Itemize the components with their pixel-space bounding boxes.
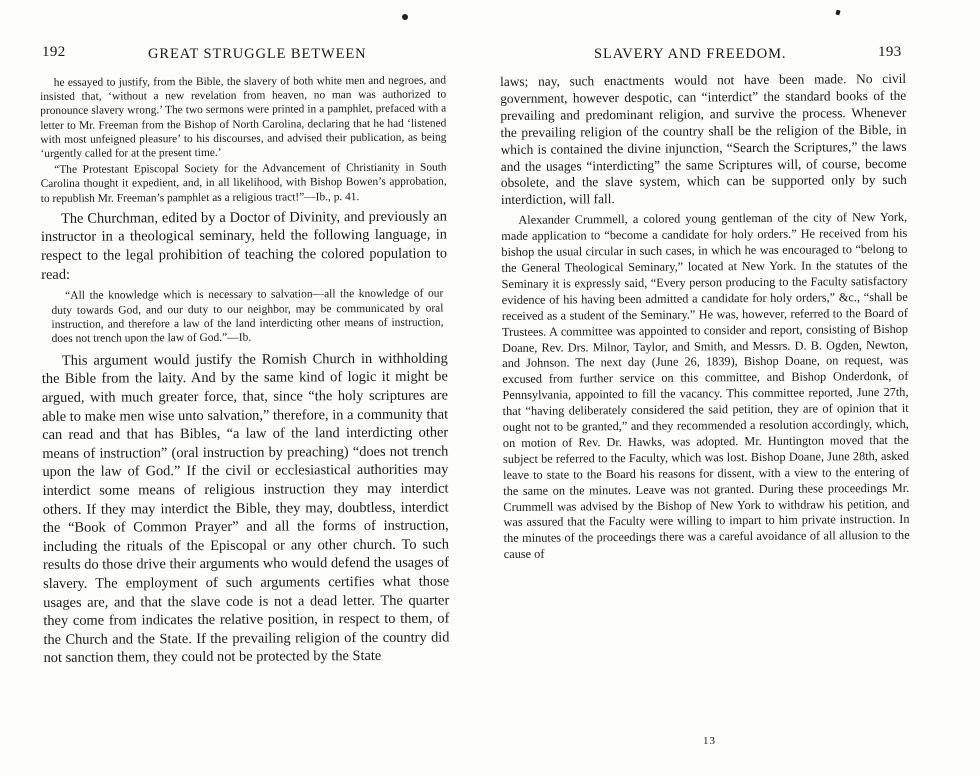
paragraph: The Churchman, edited by a Doctor of Divinity, and previously an instructor in a theological seminary, held the following language, in respect to the legal prohibition of teaching the colored population to read: xyxy=(40,208,448,283)
scan-speck-icon xyxy=(402,14,408,20)
running-title-left: GREAT STRUGGLE BETWEEN xyxy=(148,46,367,62)
running-head xyxy=(0,44,980,62)
paragraph: he essayed to justify, from the Bible, the slavery of both white men and negroes, and insisted that, ‘without a new revelation from heaven, no man was authorized to pronounce slavery wrong.’ The two sermons were printed in a pamphlet, prefaced with a letter to Mr. Freeman from the Bishop of North Carolina, declaring that he had ‘listened with most unfeigned pleasure’ to his discourses, and advised their publication, as being ‘urgently called for at the present time.’ xyxy=(40,74,447,161)
paragraph: “The Protestant Episcopal Society for the Advancement of Christianity in South Carolina thought it expedient, and, in all likelihood, with Bishop Bowen’s approbation, to republish Mr. Freeman’s pamphlet as a religious tract!”—Ib., p. 41. xyxy=(40,161,447,205)
text-column-left xyxy=(40,72,450,668)
paragraph: Alexander Crummell, a colored young gentleman of the city of New York, made application to “become a candidate for holy orders.” He received from his bishop the usual circular in such cases, in which he was encouraged to “belong to the General Theological Seminary,” located at New York. In the statutes of the Seminary it is expressly said, “Every person producing to the Faculty satisfactory evidence of his having been admitted a candidate for holy orders,” &c., “shall be received as a student of the Seminary.” He was, however, referred to the Board of Trustees. A committee was appointed to consider and report, consisting of Bishop Doane, Rev. Drs. Milnor, Taylor, and Smith, and Messrs. D. B. Ogden, Newton, and Johnson. The next day (June 26, 1839), Bishop Doane, on request, was excused from further service on this committee, and Bishop Onderdonk, of Pennsylvania, appointed to fill the vacancy. This committee reported, June 27th, that “having deliberately considered the said petition, they are of opinion that it ought not to be granted,” and they recommended a resolution accordingly, which, on motion of Rev. Dr. Hawks, was adopted. Mr. Huntington moved that the subject be referred to the Faculty, which was lost. Bishop Doane, June 28th, asked leave to state to the Board his reasons for dissent, with a view to the entering of the same on the minutes. Leave was not granted. During these proceedings Mr. Crummell was advised by the Bishop of New York to withdraw his petition, and was assured that the Faculty were willing to impart to him private instruction. In the minutes of the proceedings there was a careful avoidance of all allusion to the cause of xyxy=(501,210,910,562)
signature-mark: 13 xyxy=(703,735,716,747)
running-title-right: SLAVERY AND FREEDOM. xyxy=(594,46,787,62)
page-number-right: 193 xyxy=(878,44,902,60)
scan-speck-icon xyxy=(835,10,840,16)
page-number-left: 192 xyxy=(42,44,66,60)
block-quote: “All the knowledge which is necessary to salvation—all the knowledge of our duty towards God, and our duty to our neighbor, may be communicated by oral instruction, and therefore a law of the land interdicting other means of instruction, does not trench upon the law of God.”—Ib. xyxy=(51,287,444,346)
paragraph: laws; nay, such enactments would not have been made. No civil government, however despotic, can “interdict” the standard books of the prevailing and predominant religion, and survive the process. Whenever the prevailing religion of the country shall be the religion of the Bible, in which is contained the divine injunction, “Search the Scriptures,” the laws and the usages “interdicting” the same Scriptures will, of course, become obsolete, and the slave system, which can be supported only by such interdiction, will fall. xyxy=(500,70,907,208)
text-column-right xyxy=(500,71,910,563)
paragraph: This argument would justify the Romish Church in withholding the Bible from the laity. And by the same kind of logic it might be argued, with much greater force, that, since “the holy scriptures are able to make men wise unto salvation,” therefore, in a community that can read and that has Bibles, “a law of the land interdicting other means of instruction” (oral instruction by preaching) “does not trench upon the law of God.” If the civil or ecclesiastical authorities may interdict some means of religious instruction they may interdict others. If they may interdict the Bible, they may, doubtless, interdict the “Book of Common Prayer” and all the forms of instruction, including the rituals of the Episcopal or any other church. To such results do those drive their arguments who would defend the usages of slavery. The employment of such arguments certifies what those usages are, and that the slave code is not a dead letter. The quarter they come from indicates the relative position, in respect to them, of the Church and the State. If the prevailing religion of the country did not sanction them, they could not be protected by the State xyxy=(41,350,450,667)
